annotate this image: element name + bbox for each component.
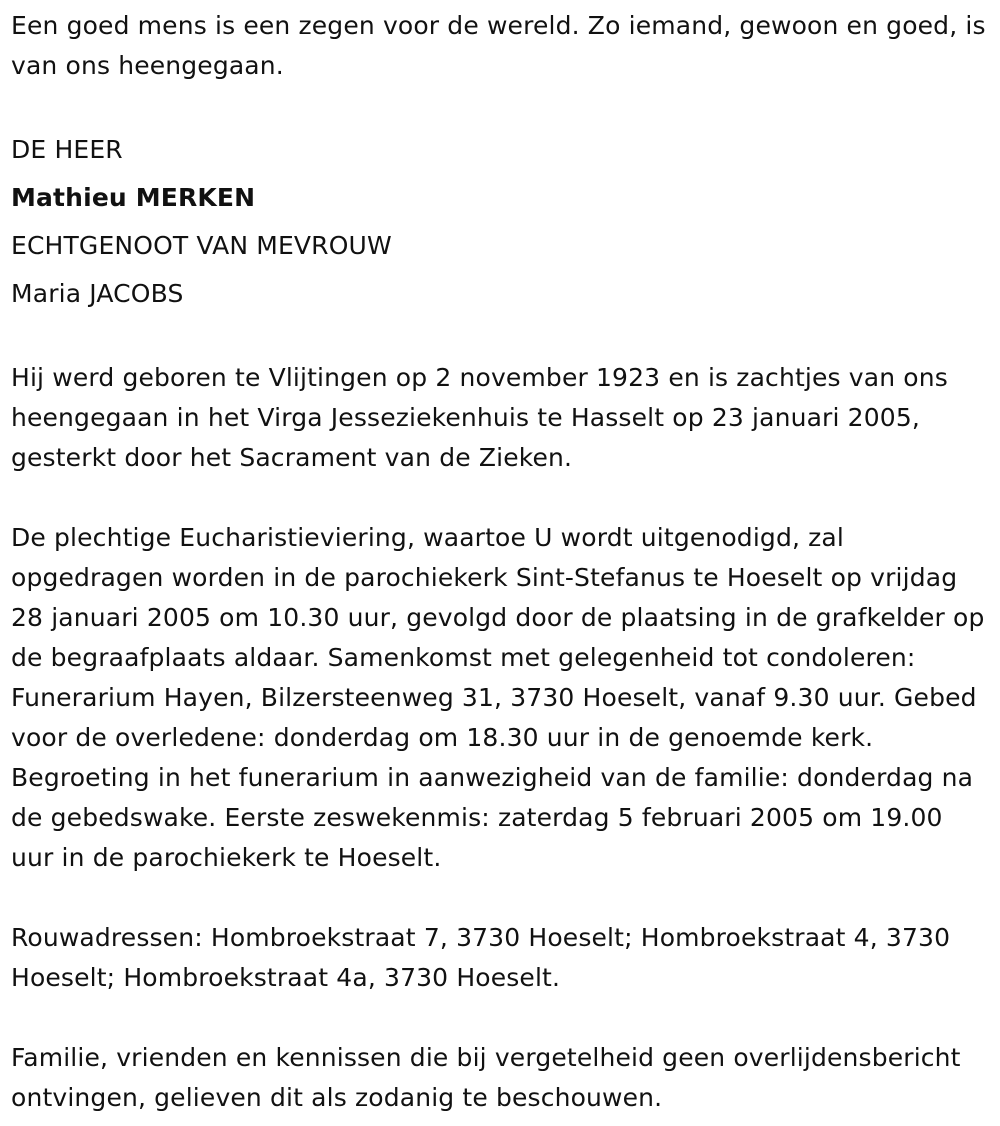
- spouse-name: Maria JACOBS: [11, 279, 184, 308]
- birth-paragraph: Hij werd geboren te Vlijtingen op 2 november 1923 en is zachtjes van ons heengegaan in het Virga Jesseziekenhuis te Hasselt op 23 januari 2005, gesterkt door het Sacrament van de Zieken.: [11, 363, 948, 472]
- intro-text: Een goed mens is een zegen voor de wereld. Zo iemand, gewoon en goed, is van ons heengegaan.: [11, 11, 986, 80]
- spacer: [11, 478, 993, 518]
- addresses-paragraph: Rouwadressen: Hombroekstraat 7, 3730 Hoeselt; Hombroekstraat 4, 3730 Hoeselt; Hombroekstraat 4a, 3730 Hoeselt.: [11, 923, 951, 992]
- closing-paragraph: Familie, vrienden en kennissen die bij vergetelheid geen overlijdensbericht ontvingen, gelieven dit als zodanig te beschouwen.: [11, 1043, 961, 1112]
- spacer: [11, 86, 993, 126]
- spacer: [11, 318, 993, 358]
- deceased-name: Mathieu MERKEN: [11, 183, 256, 212]
- obituary-notice: [11, 6, 993, 1118]
- spacer: [11, 878, 993, 918]
- title-line: DE HEER: [11, 135, 123, 164]
- spacer: [11, 998, 993, 1038]
- spouse-line: ECHTGENOOT VAN MEVROUW: [11, 231, 392, 260]
- service-paragraph: De plechtige Eucharistieviering, waartoe U wordt uitgenodigd, zal opgedragen worden in de parochiekerk Sint-Stefanus te Hoeselt op vrijdag 28 januari 2005 om 10.30 uur, gevolgd door de plaatsing in de grafkelder op de begraafplaats aldaar. Samenkomst met gelegenheid tot condoleren: Funerarium Hayen, Bilzersteenweg 31, 3730 Hoeselt, vanaf 9.30 uur. Gebed voor de overledene: donderdag om 18.30 uur in de genoemde kerk. Begroeting in het funerarium in aanwezigheid van de familie: donderdag na de gebedswake. Eerste zeswekenmis: zaterdag 5 februari 2005 om 19.00 uur in de parochiekerk te Hoeselt.: [11, 523, 985, 872]
